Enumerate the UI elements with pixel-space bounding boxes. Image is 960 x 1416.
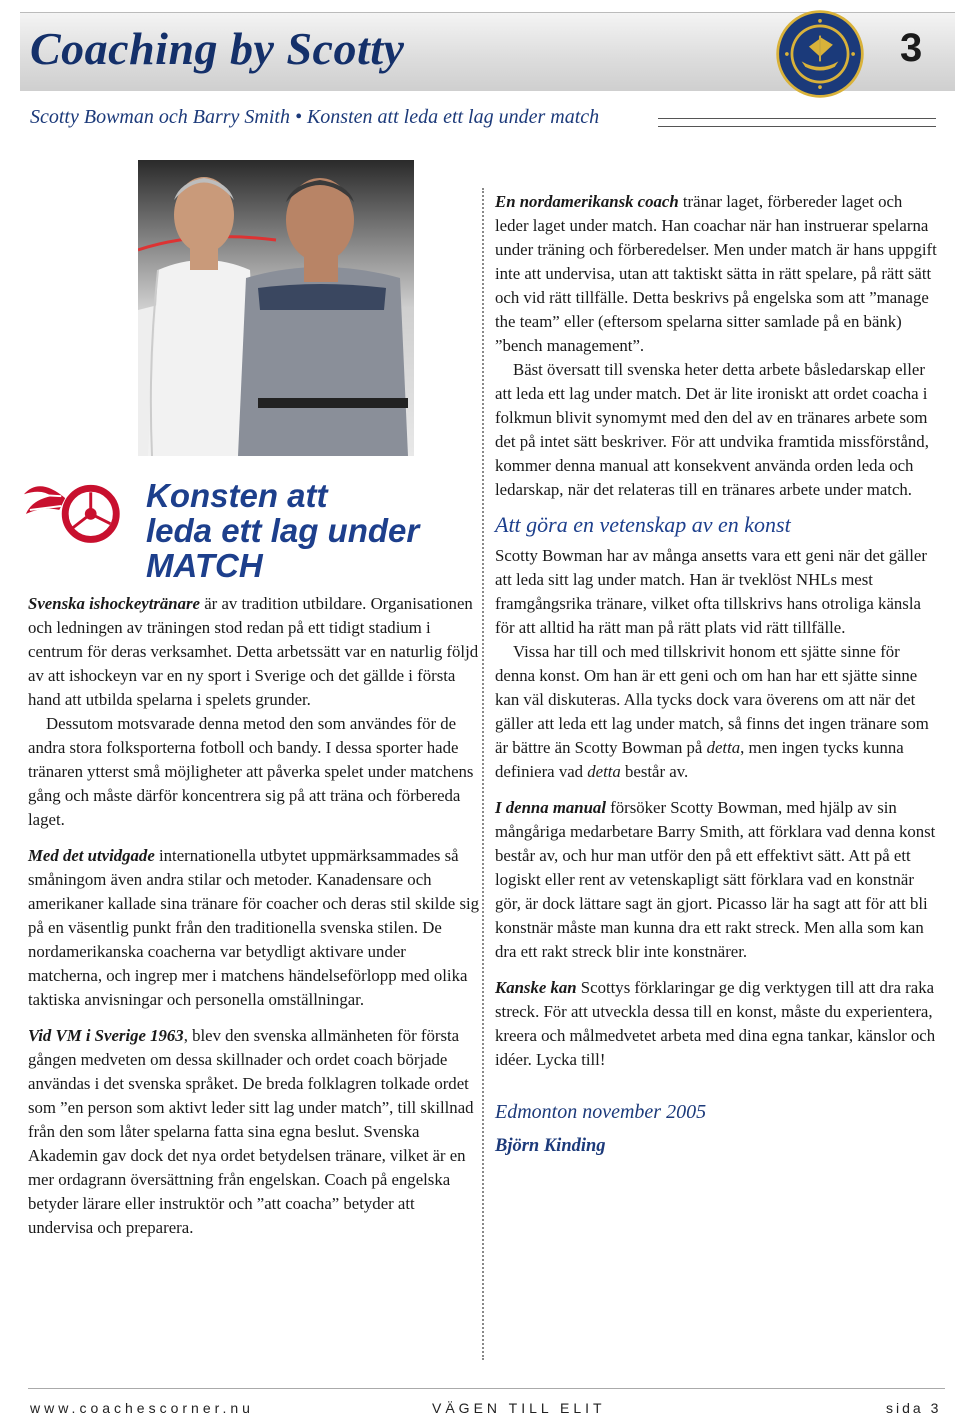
photo-bowman-and-smith <box>138 160 414 456</box>
left-column <box>28 592 480 1240</box>
red-wings-logo <box>22 466 130 546</box>
lead-in: En nordamerikansk coach <box>495 192 679 211</box>
section-heading: Att göra en vetenskap av en konst <box>495 512 791 537</box>
headline-line-2: leda ett lag under <box>146 512 420 549</box>
paragraph: Bäst översatt till svenska heter detta arbete båsledarskap eller att leda ett lag under match. Det är lite ironiskt att ordet coacha i folkmun blivit synomymt med den del av en tränares arbete som det på intet sätt beskriver. För att undvika framtida missförstånd, kommer denna manual att konsekvent använda orden leda och ledarskap, när det relateras till en tränares arbete under match. <box>495 360 929 499</box>
paragraph: Scotty Bowman har av många ansetts vara ett geni när det gäller att leda sitt lag under match. Han är tveklöst NHLs mest framgångsrika tränare, vilket ofta tillskrivs hans otroliga känsla för att alltid ha rätt man på rätt plats vid rätt tillfälle. <box>495 546 927 637</box>
paragraph: Dessutom motsvarade denna metod den som användes för de andra stora folksporterna fotboll och bandy. I dessa sporter hade tränaren ytterst små möjligheter att påverka spelet under matchens gång och måste därför koncentrera sig på att träna och förbereda laget. <box>28 714 474 829</box>
footer-series-title: VÄGEN TILL ELIT <box>432 1400 606 1416</box>
lead-in: Vid VM i Sverige 1963 <box>28 1026 184 1045</box>
right-column <box>495 190 940 1158</box>
signoff-author: Björn Kinding <box>495 1136 606 1156</box>
page-subtitle: Scotty Bowman och Barry Smith • Konsten att leda ett lag under match <box>30 106 600 128</box>
footer-url: www.coachescorner.nu <box>30 1400 254 1416</box>
paragraph: Kanske kan Scottys förklaringar ge dig verktygen till att dra raka streck. För att utveckla dessa till en konst, måste du experientera, kreera och målmedvetet arbeta med dina egna tankar, känslor och idéer. Lycka till! <box>495 978 936 1069</box>
paragraph: Vid VM i Sverige 1963, blev den svenska allmänheten för första gången medveten om dessa skillnader och ordet coach började användas i det svenska språket. De breda folklagren tolkade ordet som ”en person som aktivt leder sitt lag under match”, till skillnad från den som låter spelarna fatta sina egna beslut. Svenska Akademin gav dock det nya ordet betydelsen tränare, vilket är en mer ordagrann översättning från engelskan. Coach på engelska betyder lärare eller instruktör och ”att coacha” betyder att undervisa och preparera. <box>28 1026 474 1237</box>
subtitle-double-rule <box>658 118 936 127</box>
footer-page: sida 3 <box>886 1400 942 1416</box>
page-number: 3 <box>900 26 923 70</box>
lead-in: Kanske kan <box>495 978 577 997</box>
paragraph: Vissa har till och med tillskrivit honom ett sjätte sinne för denna konst. Om han är ett geni och om han har ett sjätte sinne kan väl diskuteras. Alla tycks dock vara överens om att när det gäller att leda ett lag under match, så finns det ingen tränare som är bättre än Scotty Bowman på detta, men ingen tycks kunna definiera vad detta består av. <box>495 642 929 781</box>
page-title: Coaching by Scotty <box>30 23 405 74</box>
lead-in: I denna manual <box>495 798 606 817</box>
article-headline <box>146 478 419 583</box>
footer-rule <box>28 1388 945 1389</box>
column-divider <box>482 188 484 1360</box>
paragraph: En nordamerikansk coach tränar laget, förbereder laget och leder laget under match. Han coachar när han instruerar spelarna under träning och förberedelser. Men under match är hans uppgift inte att undervisa, utan att taktiskt sätta in rätt spelare, på rätt sätt och vid rätt tillfälle. Detta beskrivs på engelska som att ”manage the team” eller (eftersom spelarna sitter samlade på en bänk) ”bench management”. <box>495 192 937 355</box>
lead-in: Svenska ishockeytränare <box>28 594 201 613</box>
paragraph: Med det utvidgade internationella utbytet uppmärksammades så småningom även andra stilar och metoder. Kanadensare och amerikaner kallade sina tränare för coacher och deras stil skilde sig på en väsentlig punkt från den traditionella svenska stilen. De nordamerikanska coacherna var betydligt aktivare under matcherna, och ingrep mer i matchens händelseförlopp med olika taktiska anvisningar och personella omställningar. <box>28 846 480 1009</box>
lead-in: Med det utvidgade <box>28 846 155 865</box>
paragraph: Svenska ishockeytränare är av tradition utbildare. Organisationen och ledningen av träningen stod redan på ett tidigt stadium i centrum för deras verksamhet. Detta arbetssätt var en naturlig följd av att ishockeyn var en ny sport i Sverige och det gällde i första hand att utbilda spelarna i spelets grunder. <box>28 594 479 709</box>
paragraph: I denna manual försöker Scotty Bowman, med hjälp av sin mångåriga medarbetare Barry Smith, att förklara vad denna konst består av, och hur man utför den på ett effektivt sätt. Att på ett logiskt eller rent av vetenskapligt sätt förklara vad en konstnär gör, är dock lättare sagt än gjort. Picasso lär ha sagt att för att bli konstnär måste man kunna dra ett rakt streck. Men alla som kan dra ett rakt streck blir inte konstnärer. <box>495 798 936 961</box>
headline-line-1: Konsten att <box>146 477 328 514</box>
signoff-place-date: Edmonton november 2005 <box>495 1101 707 1123</box>
headline-line-3: MATCH <box>146 547 263 584</box>
swedish-ice-hockey-association-logo <box>774 8 866 100</box>
